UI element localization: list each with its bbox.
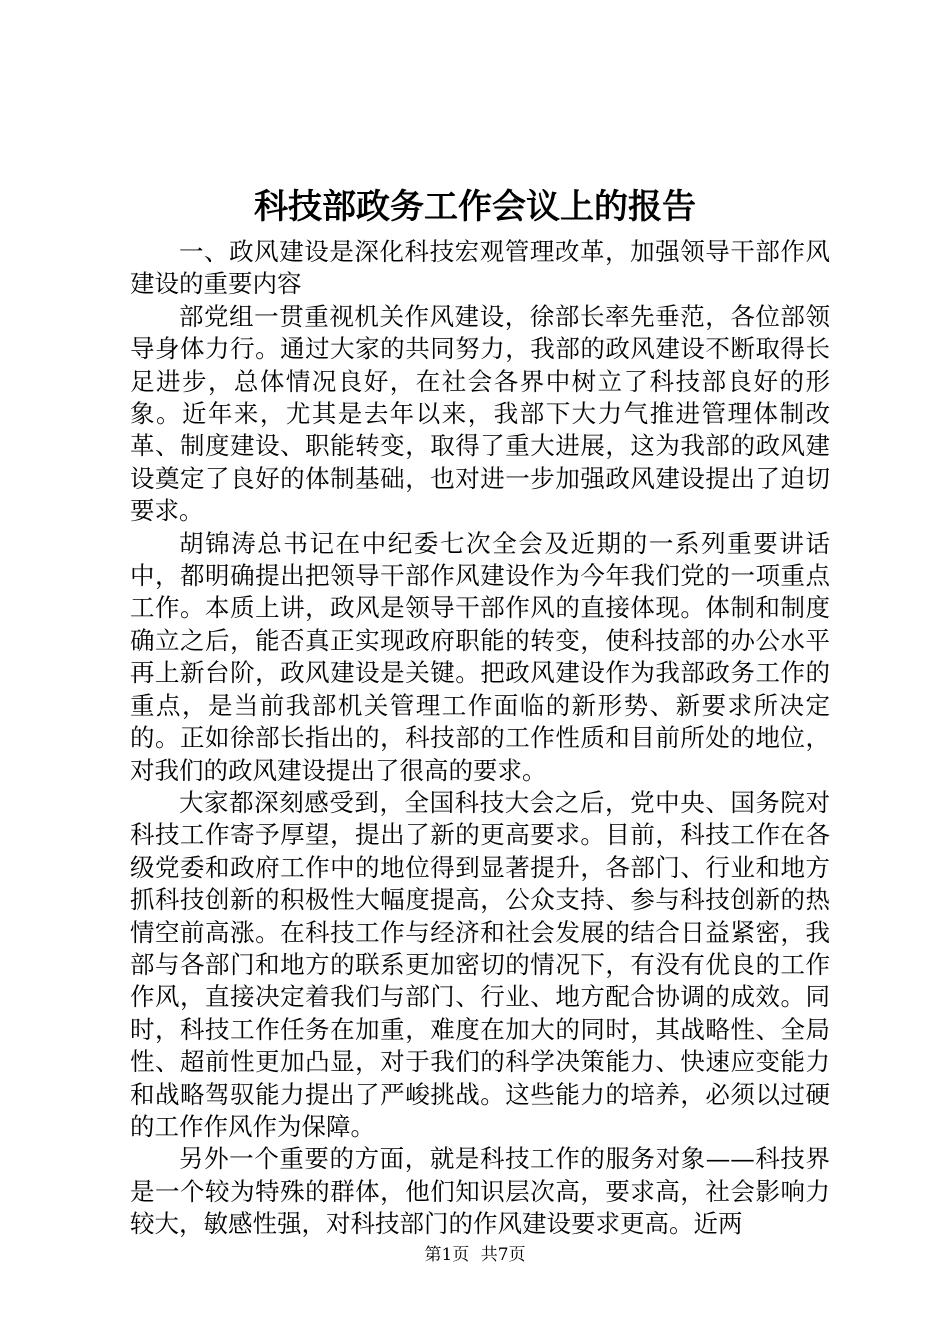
body-paragraph: 大家都深刻感受到，全国科技大会之后，党中央、国务院对科技工作寄予厚望，提出了新的更高要求。目前，科技工作在各级党委和政府工作中的地位得到显著提升，各部门、行业和地方抓科技创新的积极性大幅度提高，公众支持、参与科技创新的热情空前高涨。在科技工作与经济和社会发展的结合日益紧密，我部与各部门和地方的联系更加密切的情况下，有没有优良的工作作风，直接决定着我们与部门、行业、地方配合协调的成效。同时，科技工作任务在加重，难度在加大的同时，其战略性、全局性、超前性更加凸显，对于我们的科学决策能力、快速应变能力和战略驾驭能力提出了严峻挑战。这些能力的培养，必须以过硬的工作作风作为保障。 [130, 787, 830, 1141]
body-paragraph: 另外一个重要的方面，就是科技工作的服务对象——科技界是一个较为特殊的群体，他们知识层次高，要求高，社会影响力较大，敏感性强，对科技部门的作风建设要求更高。近两 [130, 1144, 830, 1239]
page-number: 第1页 [424, 1245, 470, 1265]
body-paragraph: 胡锦涛总书记在中纪委七次全会及近期的一系列重要讲话中，都明确提出把领导干部作风建设作为今年我们党的一项重点工作。本质上讲，政风是领导干部作风的直接体现。体制和制度确立之后，能否真正实现政府职能的转变，使科技部的办公水平再上新台阶，政风建设是关键。把政风建设作为我部政务工作的重点，是当前我部机关管理工作面临的新形势、新要求所决定的。正如徐部长指出的，科技部的工作性质和目前所处的地位，对我们的政风建设提出了很高的要求。 [130, 528, 830, 785]
body-paragraph: 部党组一贯重视机关作风建设，徐部长率先垂范，各位部领导身体力行。通过大家的共同努力，我部的政风建设不断取得长足进步，总体情况良好，在社会各界中树立了科技部良好的形象。近年来，尤其是去年以来，我部下大力气推进管理体制改革、制度建设、职能转变，取得了重大进展，这为我部的政风建设奠定了良好的体制基础，也对进一步加强政风建设提出了迫切要求。 [130, 301, 830, 526]
document-title: 科技部政务工作会议上的报告 [254, 187, 696, 227]
page-total: 共7页 [480, 1245, 526, 1265]
section-heading: 一、政风建设是深化科技宏观管理改革，加强领导干部作风建设的重要内容 [130, 237, 830, 299]
document-body [130, 236, 830, 1241]
page-footer [0, 1243, 950, 1267]
